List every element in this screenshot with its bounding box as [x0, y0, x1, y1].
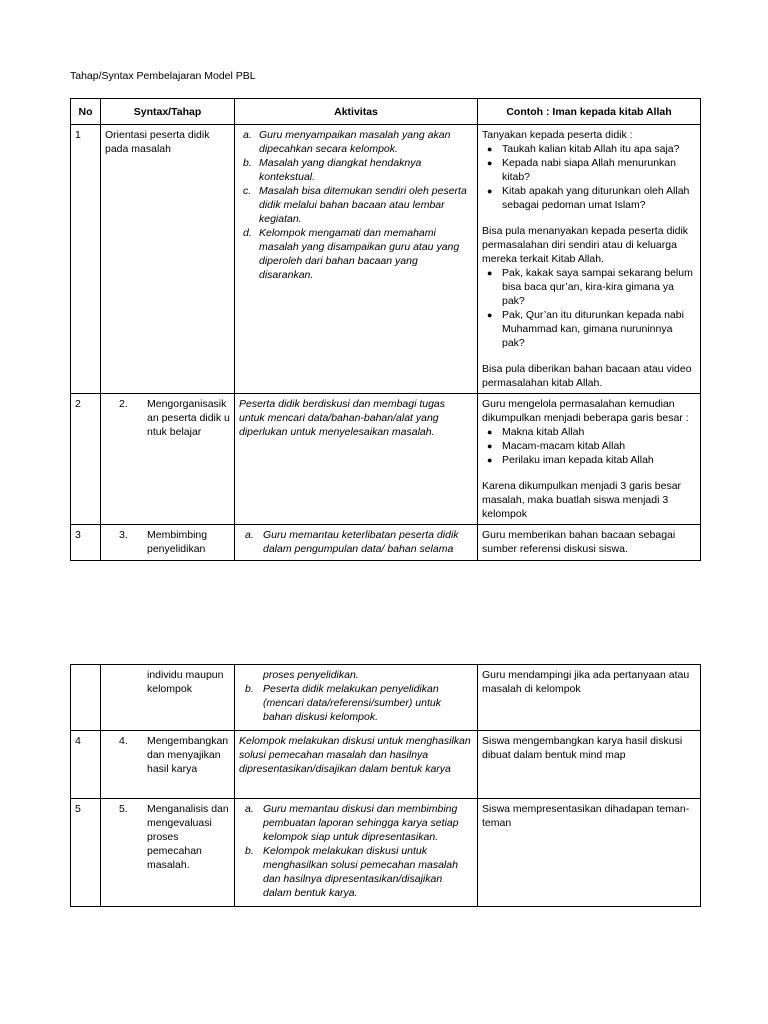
- bullet-icon: ●: [487, 158, 493, 168]
- question-list: [482, 142, 696, 212]
- row-number: 3: [71, 525, 101, 561]
- aktivitas-list: [241, 802, 473, 900]
- bullet-icon: ●: [487, 144, 493, 154]
- syntax-cell: 4. Mengembangkan dan menyajikan hasil karya: [101, 731, 235, 799]
- row-number: 4: [71, 731, 101, 799]
- syntax-cell: 5. Menganalisis dan mengevaluasi proses pemecahan masalah.: [101, 799, 235, 907]
- aktivitas-cell: Kelompok melakukan diskusi untuk menghasilkan solusi pemecahan masalah dan hasilnya dipresentasikan/disajikan dalam bentuk karya: [235, 731, 478, 799]
- list-item: b. Kelompok melakukan diskusi untuk menghasilkan solusi pemecahan masalah dan hasilnya dipresentasikan/disajikan dalam bentuk karya.: [245, 845, 458, 899]
- list-item: ● Pak, Qur’an itu diturunkan kepada nabi Muhammad kan, gimana nuruninnya pak?: [487, 309, 684, 349]
- contoh-cell: Siswa mempresentasikan dihadapan teman-teman: [478, 799, 701, 907]
- step-number: 2.: [119, 398, 128, 410]
- syntax-cell: 3. Membimbing penyelidikan: [101, 525, 235, 561]
- header-aktivitas: Aktivitas: [235, 99, 478, 125]
- list-item: a. Guru memantau keterlibatan peserta didik dalam pengumpulan data/ bahan selama: [245, 529, 459, 555]
- table-row: [71, 125, 701, 394]
- syntax-cell: 2. Mengorganisasikan peserta didik untuk belajar: [101, 394, 235, 525]
- bullet-icon: ●: [487, 310, 493, 320]
- list-item: ● Makna kitab Allah: [487, 426, 585, 438]
- contoh-cell: Guru memberikan bahan bacaan sebagai sumber referensi diskusi siswa.: [478, 525, 701, 561]
- bullet-icon: ●: [487, 441, 493, 451]
- contoh-cell: [478, 125, 701, 394]
- header-no: No: [71, 99, 101, 125]
- header-syntax: Syntax/Tahap: [101, 99, 235, 125]
- contoh-cell: [478, 394, 701, 525]
- list-item: b. Masalah yang diangkat hendaknya kontekstual.: [243, 157, 422, 183]
- contoh-paragraph: Karena dikumpulkan menjadi 3 garis besar masalah, maka buatlah siswa menjadi 3 kelompok: [482, 480, 682, 520]
- table-row: [71, 799, 701, 907]
- pbl-table-page-1: [70, 98, 701, 561]
- bullet-icon: ●: [487, 427, 493, 437]
- list-item: proses penyelidikan.: [263, 669, 359, 681]
- syntax-cell: individu maupun kelompok: [101, 665, 235, 731]
- contoh-cell: Siswa mengembangkan karya hasil diskusi dibuat dalam bentuk mind map: [478, 731, 701, 799]
- list-item: a. Guru memantau diskusi dan membimbing pembuatan laporan sehingga karya setiap kelompok siap untuk dipresentasikan.: [245, 803, 459, 843]
- contoh-intro: Guru mengelola permasalahan kemudian dikumpulkan menjadi beberapa garis besar :: [482, 398, 689, 424]
- list-item: a. Guru menyampaikan masalah yang akan dipecahkan secara kelompok.: [243, 129, 451, 155]
- step-number: 5.: [119, 803, 128, 815]
- bullet-icon: ●: [487, 268, 493, 278]
- row-number: 1: [71, 125, 101, 394]
- aktivitas-list: [241, 668, 473, 724]
- aktivitas-cell: [235, 125, 478, 394]
- contoh-paragraph: Bisa pula diberikan bahan bacaan atau video permasalahan kitab Allah.: [482, 363, 692, 389]
- topic-list: [482, 425, 696, 467]
- aktivitas-cell: [235, 525, 478, 561]
- aktivitas-list: [241, 528, 473, 556]
- aktivitas-list: [241, 128, 473, 282]
- step-number: 3.: [119, 529, 128, 541]
- step-number: 4.: [119, 735, 128, 747]
- row-number: 2: [71, 394, 101, 525]
- list-item: ● Taukah kalian kitab Allah itu apa saja?: [487, 143, 680, 155]
- document-title: Tahap/Syntax Pembelajaran Model PBL: [70, 70, 256, 82]
- contoh-paragraph: Bisa pula menanyakan kepada peserta didik permasalahan diri sendiri atau di keluarga mereka terkait Kitab Allah.: [482, 225, 689, 265]
- table-row: [71, 525, 701, 561]
- header-contoh: Contoh : Iman kepada kitab Allah: [478, 99, 701, 125]
- list-item: ● Macam-macam kitab Allah: [487, 440, 626, 452]
- aktivitas-cell: Peserta didik berdiskusi dan membagi tugas untuk mencari data/bahan-bahan/alat yang diperlukan untuk menyelesaikan masalah.: [235, 394, 478, 525]
- list-item: d. Kelompok mengamati dan memahami masalah yang disampaikan guru atau yang diperoleh dari bahan bacaan yang disarankan.: [243, 227, 460, 281]
- table-header-row: [71, 99, 701, 125]
- list-item: ● Kepada nabi siapa Allah menurunkan kitab?: [487, 157, 676, 183]
- bullet-icon: ●: [487, 455, 493, 465]
- list-item: ● Pak, kakak saya sampai sekarang belum bisa baca qur’an, kira-kira gimana ya pak?: [487, 267, 693, 307]
- list-item: ● Kitab apakah yang diturunkan oleh Allah sebagai pedoman umat Islam?: [487, 185, 690, 211]
- aktivitas-cell: [235, 665, 478, 731]
- table-row: [71, 665, 701, 731]
- list-item: ● Perilaku iman kepada kitab Allah: [487, 454, 654, 466]
- list-item: b. Peserta didik melakukan penyelidikan (mencari data/referensi/sumber) untuk bahan diskusi kelompok.: [245, 683, 441, 723]
- pbl-table-page-2: [70, 664, 701, 907]
- contoh-intro: Tanyakan kepada peserta didik :: [482, 129, 633, 141]
- table-row: [71, 731, 701, 799]
- row-number: [71, 665, 101, 731]
- syntax-cell: Orientasi peserta didik pada masalah: [101, 125, 235, 394]
- aktivitas-cell: [235, 799, 478, 907]
- table-row: [71, 394, 701, 525]
- question-list: [482, 266, 696, 350]
- contoh-cell: Guru mendampingi jika ada pertanyaan atau masalah di kelompok: [478, 665, 701, 731]
- row-number: 5: [71, 799, 101, 907]
- list-item: c. Masalah bisa ditemukan sendiri oleh peserta didik melalui bahan bacaan atau lembar kegiatan.: [243, 185, 467, 225]
- bullet-icon: ●: [487, 186, 493, 196]
